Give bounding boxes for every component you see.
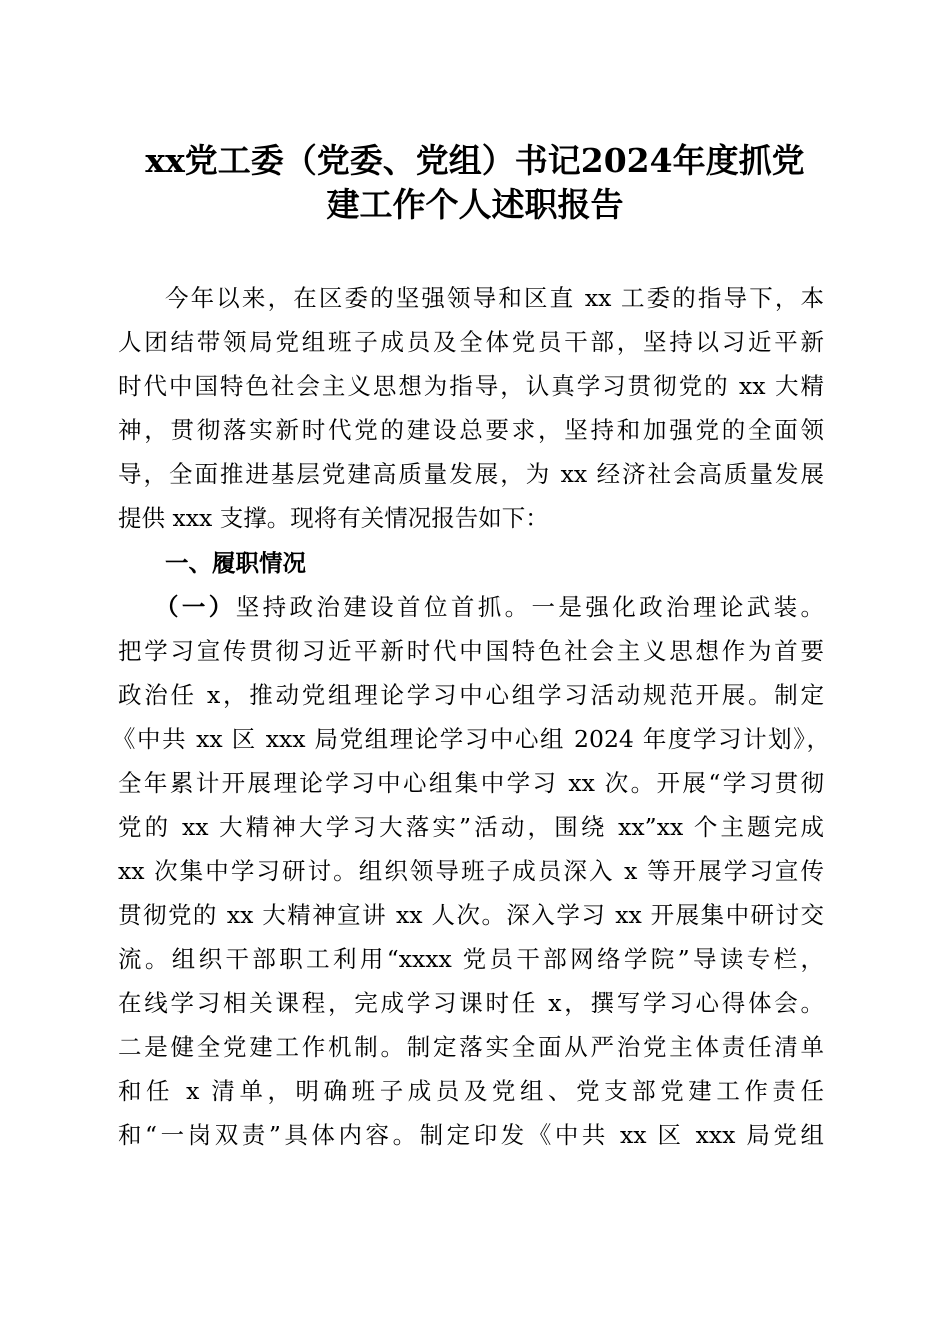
body-line: 把学习宣传贯彻习近平新时代中国特色社会主义思想作为首要 <box>118 637 824 665</box>
subsection-first-line <box>155 592 824 622</box>
body-line: 二是健全党建工作机制。制定落实全面从严治党主体责任清单 <box>118 1033 824 1061</box>
document-title-line-2: 建工作个人述职报告 <box>326 185 624 224</box>
body-line: xx 次集中学习研讨。组织领导班子成员深入 x 等开展学习宣传 <box>118 857 824 885</box>
body-line: 和任 x 清单，明确班子成员及党组、党支部党建工作责任 <box>118 1077 824 1105</box>
subsection-text: 坚持政治建设首位首抓。一是强化政治理论武装。 <box>235 593 824 621</box>
intro-line: 提供 xxx 支撑。现将有关情况报告如下： <box>118 504 549 532</box>
intro-line: 时代中国特色社会主义思想为指导，认真学习贯彻党的 xx 大精 <box>118 372 824 400</box>
body-line: 全年累计开展理论学习中心组集中学习 xx 次。开展“学习贯彻 <box>118 769 824 797</box>
body-line: 贯彻党的 xx 大精神宣讲 xx 人次。深入学习 xx 开展集中研讨交 <box>118 901 824 929</box>
document-title-line-1: xx党工委（党委、党组）书记2024年度抓党 <box>145 141 805 180</box>
subsection-lead: （一） <box>155 593 236 621</box>
body-line: 在线学习相关课程，完成学习课时任 x，撰写学习心得体会。 <box>118 989 824 1017</box>
body-line: 流。组织干部职工利用“xxxx 党员干部网络学院”导读专栏， <box>118 945 824 973</box>
body-line: 政治任 x，推动党组理论学习中心组学习活动规范开展。制定 <box>118 681 824 709</box>
intro-line: 神，贯彻落实新时代党的建设总要求，坚持和加强党的全面领 <box>118 416 824 444</box>
intro-line: 今年以来，在区委的坚强领导和区直 xx 工委的指导下，本 <box>165 284 824 312</box>
intro-line: 导，全面推进基层党建高质量发展，为 xx 经济社会高质量发展 <box>118 460 824 488</box>
section-heading: 一、履职情况 <box>165 549 306 577</box>
body-line: 和“一岗双责”具体内容。制定印发《中共 xx 区 xxx 局党组 <box>118 1121 824 1149</box>
body-line: 《中共 xx 区 xxx 局党组理论学习中心组 2024 年度学习计划》， <box>112 725 830 753</box>
intro-line: 人团结带领局党组班子成员及全体党员干部，坚持以习近平新 <box>118 328 824 356</box>
body-line: 党的 xx 大精神大学习大落实”活动，围绕 xx”xx 个主题完成 <box>118 813 824 841</box>
